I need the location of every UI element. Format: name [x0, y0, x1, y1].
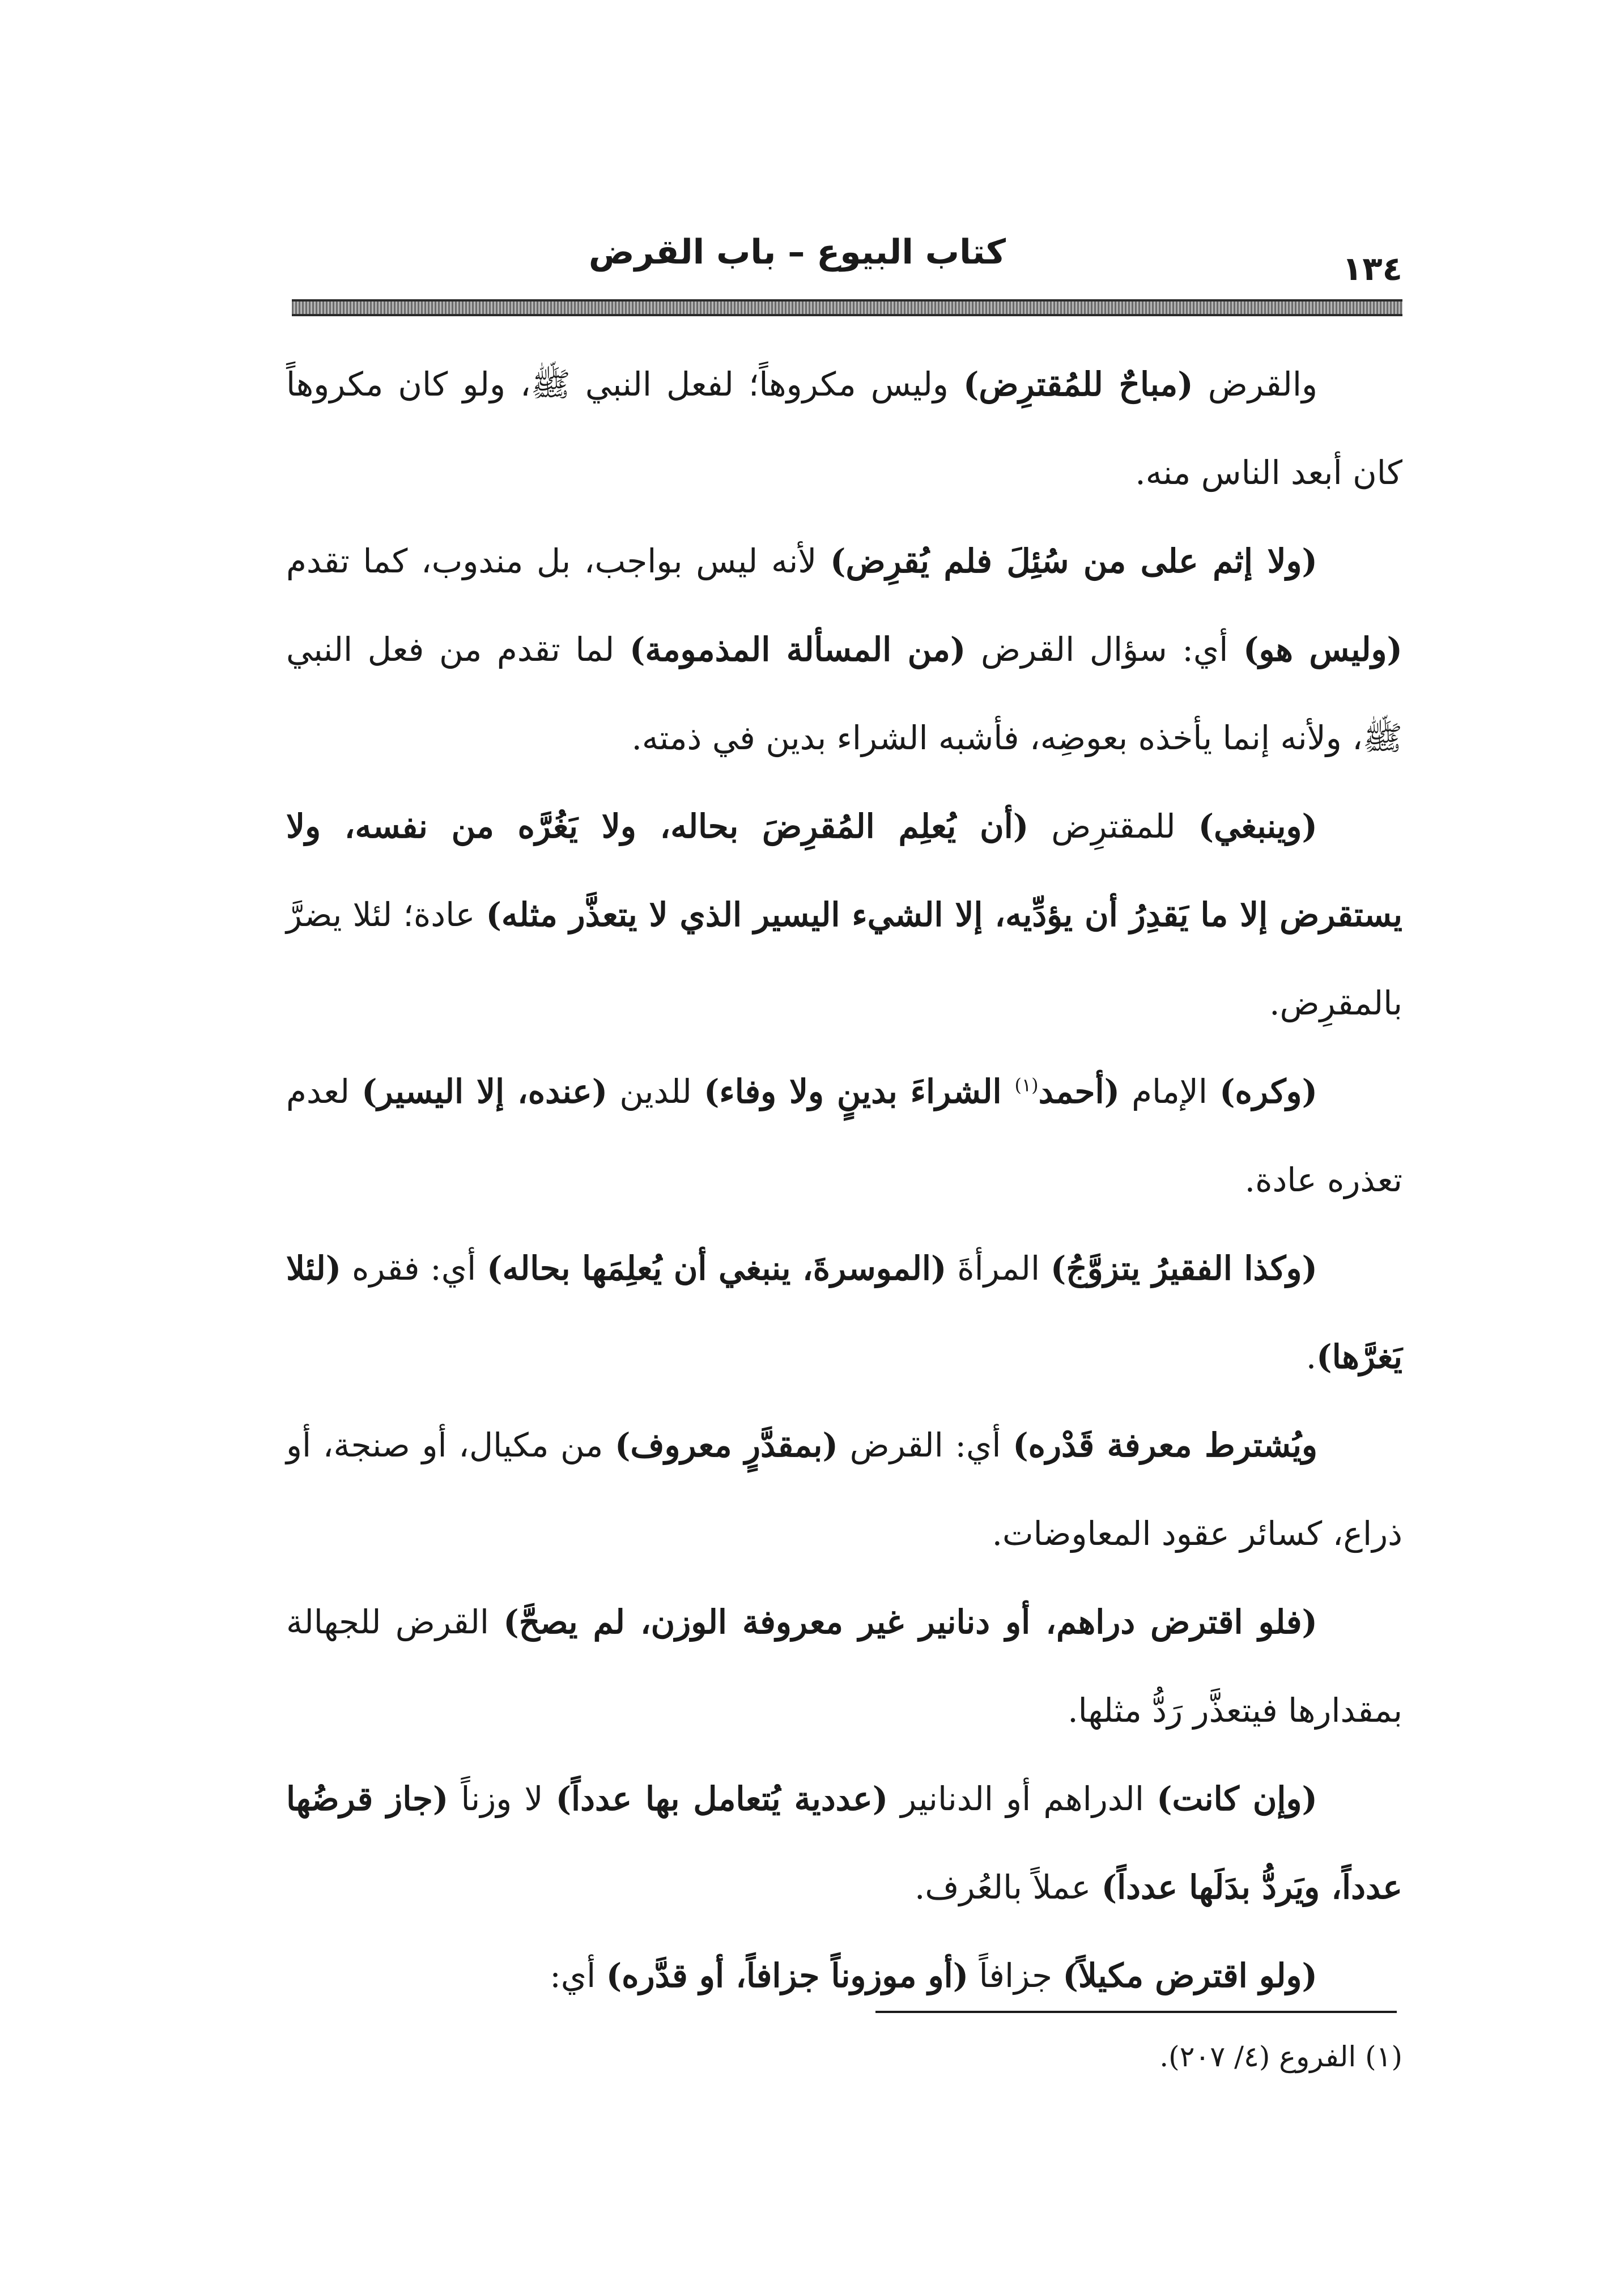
page-number: ١٣٤ — [1342, 249, 1402, 288]
text-segment: للمقترِض — [1028, 807, 1198, 846]
bold-text-segment: (ولو اقترض مكيلاً) — [1062, 1956, 1317, 1995]
paragraph — [286, 1047, 1402, 1224]
text-segment: والقرض — [1193, 365, 1317, 404]
header-rule — [292, 299, 1402, 316]
bold-text-segment: (أحمد — [1038, 1072, 1120, 1111]
paragraph — [286, 1224, 1402, 1401]
paragraph — [286, 1931, 1402, 2020]
paragraph — [286, 1401, 1402, 1578]
text-segment: القرض للجهالة بمقدارها فيتعذَّر رَدُّ مثلها. — [286, 1603, 1402, 1730]
footnote-separator — [875, 2011, 1397, 2013]
bold-text-segment: الشراءَ بدينٍ ولا وفاء) — [703, 1072, 1015, 1111]
text-segment: وليس مكروهاً؛ لفعل النبي ﷺ، ولو كان مكروهاً كان أبعد الناس منه. — [286, 365, 1402, 492]
text-segment: المرأةَ — [946, 1249, 1051, 1288]
bold-text-segment: (وليس هو) — [1243, 630, 1402, 669]
text-segment: من مكيال، أو صنجة، أو ذراع، كسائر عقود المعاوضات. — [286, 1426, 1402, 1553]
body-text — [286, 340, 1402, 2020]
text-segment: أي: القرض — [837, 1426, 1013, 1464]
text-segment: جزافاً — [968, 1956, 1063, 1995]
paragraph — [286, 1755, 1402, 1931]
page-header — [292, 232, 1402, 300]
text-segment: لما تقدم من فعل النبي ﷺ، ولأنه إنما يأخذه بعوضِه، فأشبه الشراء بدين في ذمته. — [286, 630, 1402, 757]
bold-text-segment: (مباحٌ للمُقترِض) — [963, 365, 1193, 404]
bold-text-segment: (عددية يُتعامل بها عدداً) — [555, 1780, 888, 1818]
footnote-reference: (١) — [1014, 1074, 1039, 1096]
text-segment: أي: — [550, 1956, 606, 1995]
paragraph — [286, 782, 1402, 1047]
bold-text-segment: (بمقدَّرٍ معروف) — [614, 1426, 838, 1464]
paragraph — [286, 340, 1402, 517]
text-segment: للدين — [607, 1072, 704, 1111]
bold-text-segment: (وينبغي) — [1198, 807, 1317, 846]
text-segment: . — [1306, 1337, 1317, 1376]
text-segment: لا وزناً — [448, 1780, 556, 1818]
text-segment: أي: سؤال القرض — [966, 630, 1244, 669]
bold-text-segment: (أن يُعلِم المُقرِضَ بحاله، ولا يَغُرَّه من نفسه، ولا يستقرض إلا ما يَقدِرُ أن يؤدِّيه، إلا الشيء اليسير الذي لا يتعذَّر مثله) — [286, 807, 1402, 934]
bold-text-segment: (وكره) — [1219, 1072, 1318, 1111]
text-segment: أي: فقره — [341, 1249, 487, 1288]
text-segment: لعدم تعذره عادة. — [286, 1072, 1402, 1199]
bold-text-segment: (وكذا الفقيرُ يتزوَّجُ) — [1050, 1249, 1317, 1288]
text-segment: عادة؛ لئلا يضرَّ بالمقرِض. — [286, 895, 1402, 1022]
bold-text-segment: (أو موزوناً جزافاً، أو قدَّره) — [606, 1956, 969, 1995]
text-segment: عملاً بالعُرف. — [914, 1868, 1102, 1906]
text-segment: لأنه ليس بواجب، بل مندوب، كما تقدم — [286, 542, 831, 580]
text-segment: الدراهم أو الدنانير — [888, 1780, 1157, 1818]
bold-text-segment: (الموسرةَ، ينبغي أن يُعلِمَها بحاله) — [487, 1249, 947, 1288]
bold-text-segment: ويُشترط معرفة قَدْره) — [1013, 1426, 1317, 1464]
bold-text-segment: (من المسألة المذمومة) — [629, 630, 966, 669]
paragraph — [286, 1578, 1402, 1755]
footnote: (١) الفروع (٤/ ٢٠٧). — [1159, 2040, 1402, 2073]
paragraph — [286, 517, 1402, 782]
bold-text-segment: (لئلا يَغرَّها) — [286, 1249, 1402, 1376]
text-segment: الإمام — [1120, 1072, 1220, 1111]
bold-text-segment: (جاز قرضُها عدداً، ويَردُّ بدَلَها عدداً) — [286, 1780, 1402, 1906]
bold-text-segment: (وإن كانت) — [1157, 1780, 1317, 1818]
bold-text-segment: (فلو اقترض دراهم، أو دنانير غير معروفة الوزن، لم يصحَّ) — [503, 1603, 1318, 1641]
bold-text-segment: (عنده، إلا اليسير) — [362, 1072, 608, 1111]
running-title: كتاب البيوع – باب القرض — [588, 232, 1006, 272]
bold-text-segment: (ولا إثم على من سُئِلَ فلم يُقرِض) — [830, 542, 1317, 580]
